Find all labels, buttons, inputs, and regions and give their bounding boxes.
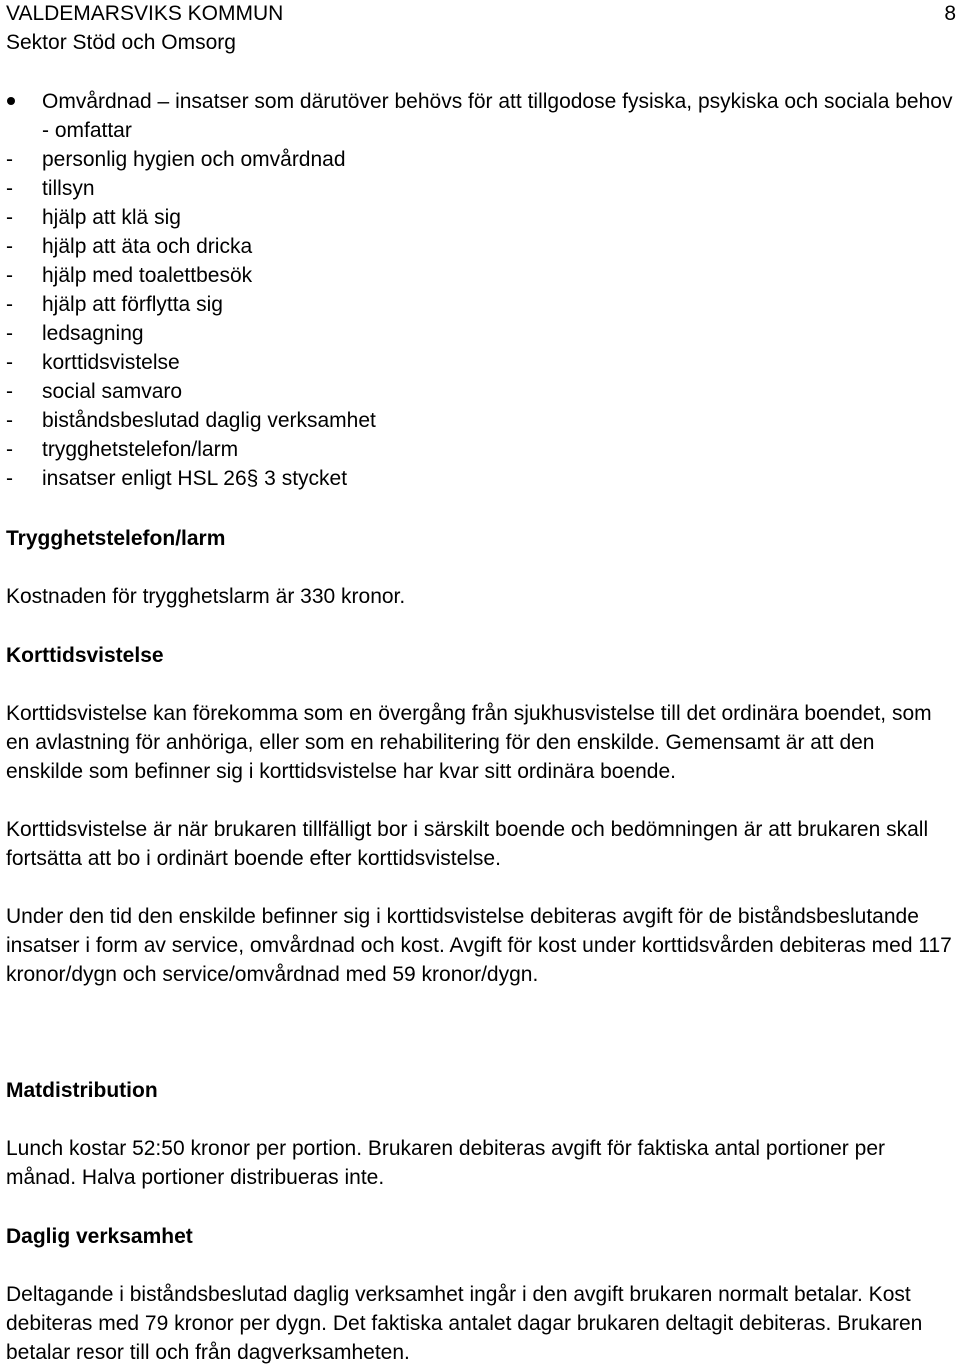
list-item-text: ledsagning bbox=[42, 322, 144, 345]
omvardnad-list bbox=[6, 145, 954, 493]
list-item-text: personlig hygien och omvårdnad bbox=[42, 148, 346, 171]
paragraph: Under den tid den enskilde befinner sig i korttidsvistelse debiteras avgift för de biståndsbeslutande insatser i form av service, omvårdnad och kost. Avgift för kost under korttidsvården debiteras med 117 kronor/dygn och service/omvårdnad med 59 kronor/dygn. bbox=[6, 905, 952, 986]
list-item bbox=[6, 290, 954, 319]
list-item bbox=[6, 464, 954, 493]
dash-marker: - bbox=[6, 148, 13, 171]
trygghetstelefon-section bbox=[6, 524, 954, 611]
list-item-text: tillsyn bbox=[42, 177, 95, 200]
sector-name: Sektor Stöd och Omsorg bbox=[6, 31, 236, 54]
dash-marker: - bbox=[6, 177, 13, 200]
section-heading: Daglig verksamhet bbox=[6, 1225, 193, 1248]
dash-marker: - bbox=[6, 467, 13, 490]
list-item bbox=[6, 435, 954, 464]
list-item bbox=[6, 406, 954, 435]
list-item-text: korttidsvistelse bbox=[42, 351, 180, 374]
section-text: Deltagande i biståndsbeslutad daglig verksamhet ingår i den avgift brukaren normalt betalar. Kost debiteras med 79 kronor per dygn. Det faktiska antalet dagar brukaren deltagit debiteras. Brukaren betalar resor till och från dagverksamheten. bbox=[6, 1283, 923, 1364]
dash-marker: - bbox=[6, 351, 13, 374]
paragraph: Korttidsvistelse kan förekomma som en övergång från sjukhusvistelse till det ordinära boendet, som en avlastning för anhöriga, eller som en rehabilitering för den enskilde. Gemensamt är att den enskilde som befinner sig i korttidsvistelse har kvar sitt ordinära boende. bbox=[6, 702, 932, 783]
dash-marker: - bbox=[6, 322, 13, 345]
omvardnad-bullet bbox=[6, 87, 954, 493]
list-item bbox=[6, 348, 954, 377]
paragraph: Korttidsvistelse är när brukaren tillfälligt bor i särskilt boende och bedömningen är att brukaren skall fortsätta att bo i ordinärt boende efter korttidsvistelse. bbox=[6, 818, 929, 870]
list-item-text: trygghetstelefon/larm bbox=[42, 438, 239, 461]
list-item bbox=[6, 145, 954, 174]
section-text: Lunch kostar 52:50 kronor per portion. Brukaren debiteras avgift för faktiska antal portioner per månad. Halva portioner distribueras inte. bbox=[6, 1137, 885, 1189]
list-item bbox=[6, 377, 954, 406]
daglig-verksamhet-section bbox=[6, 1222, 954, 1367]
list-item-text: hjälp med toalettbesök bbox=[42, 264, 253, 287]
dash-marker: - bbox=[6, 293, 13, 316]
section-heading: Matdistribution bbox=[6, 1079, 158, 1102]
list-item bbox=[6, 203, 954, 232]
section-heading: Korttidsvistelse bbox=[6, 644, 164, 667]
document-page bbox=[6, 0, 956, 1364]
list-item bbox=[6, 319, 954, 348]
list-item-text: insatser enligt HSL 26§ 3 stycket bbox=[42, 467, 348, 490]
list-item bbox=[6, 174, 954, 203]
omvardnad-intro: Omvårdnad – insatser som därutöver behövs för att tillgodose fysiska, psykiska och sociala behov - omfattar bbox=[42, 90, 953, 142]
bullet-icon bbox=[7, 97, 15, 105]
korttidsvistelse-section bbox=[6, 641, 954, 989]
section-text: Kostnaden för trygghetslarm är 330 kronor. bbox=[6, 585, 406, 608]
dash-marker: - bbox=[6, 235, 13, 258]
list-item-text: hjälp att förflytta sig bbox=[42, 293, 223, 316]
list-item bbox=[6, 261, 954, 290]
dash-marker: - bbox=[6, 438, 13, 461]
dash-marker: - bbox=[6, 206, 13, 229]
dash-marker: - bbox=[6, 409, 13, 432]
section-heading: Trygghetstelefon/larm bbox=[6, 527, 226, 550]
organization-name: VALDEMARSVIKS KOMMUN bbox=[6, 2, 284, 25]
page-number: 8 bbox=[944, 2, 956, 25]
list-item bbox=[6, 232, 954, 261]
list-item-text: biståndsbeslutad daglig verksamhet bbox=[42, 409, 376, 432]
list-item-text: social samvaro bbox=[42, 380, 183, 403]
page-header bbox=[6, 0, 954, 60]
dash-marker: - bbox=[6, 380, 13, 403]
matdistribution-section bbox=[6, 1076, 954, 1192]
dash-marker: - bbox=[6, 264, 13, 287]
list-item-text: hjälp att äta och dricka bbox=[42, 235, 253, 258]
list-item-text: hjälp att klä sig bbox=[42, 206, 181, 229]
